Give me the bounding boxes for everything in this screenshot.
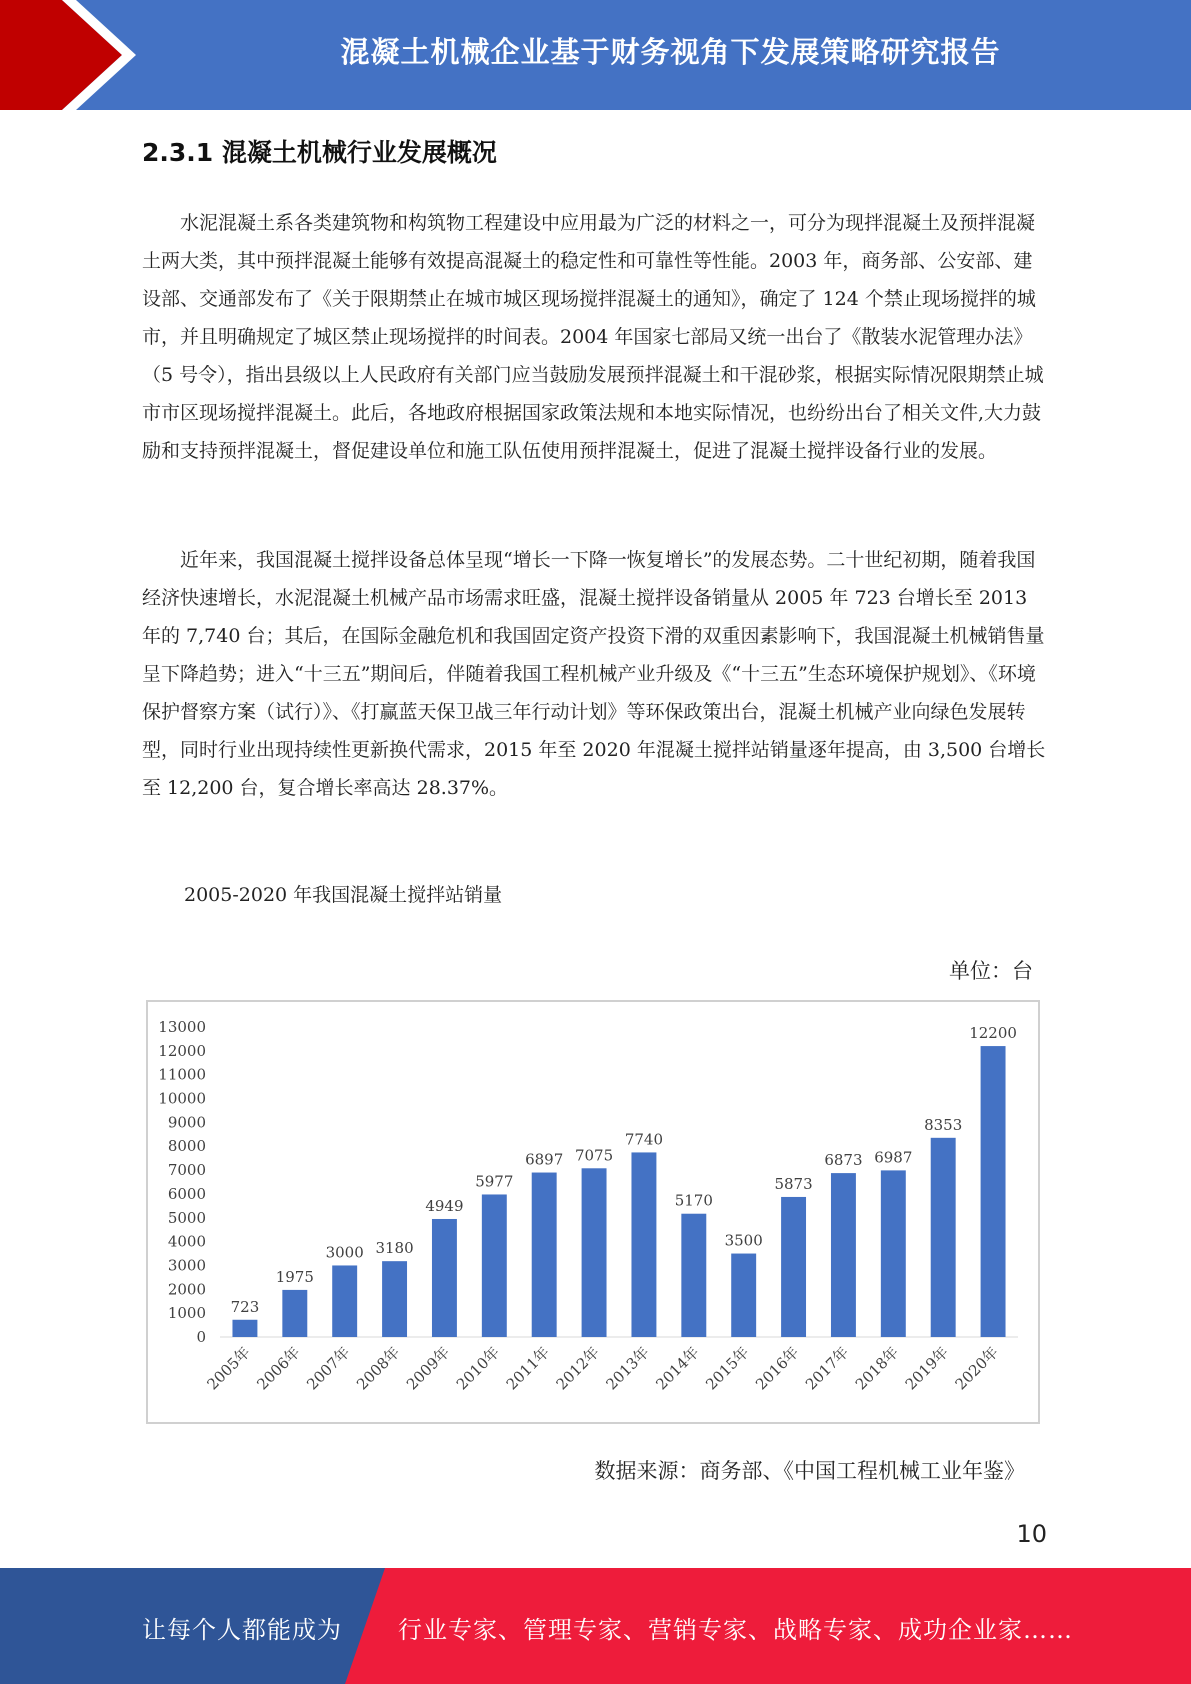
x-tick-label: 2014年 [652, 1343, 703, 1394]
x-tick-label: 2009年 [402, 1343, 454, 1394]
y-tick-label: 5000 [167, 1208, 206, 1227]
bar-data-label: 1975 [275, 1267, 314, 1286]
page-number: 10 [1016, 1520, 1047, 1548]
bar-chart-svg [148, 1002, 1038, 1422]
bar-data-label: 8353 [924, 1115, 963, 1134]
bar [781, 1197, 806, 1337]
bar [232, 1320, 257, 1337]
bar [931, 1138, 956, 1337]
bar [631, 1152, 656, 1337]
footer-slogan-left: 让每个人都能成为 [142, 1616, 342, 1644]
x-tick-label: 2006年 [253, 1343, 304, 1394]
x-tick-label: 2016年 [752, 1343, 803, 1394]
bar-chart [146, 1000, 1040, 1424]
bar-data-label: 3000 [325, 1243, 364, 1262]
bar-data-label: 5170 [674, 1191, 713, 1210]
bar-data-label: 5977 [475, 1172, 514, 1191]
chart-unit-label: 单位：台 [949, 959, 1033, 983]
bar-data-label: 6897 [525, 1150, 564, 1169]
y-tick-label: 10000 [158, 1089, 206, 1108]
footer-slogan-right: 行业专家、管理专家、营销专家、战略专家、成功企业家…… [398, 1616, 1073, 1644]
paragraph-trend: 近年来，我国混凝土搅拌设备总体呈现“增长一下降一恢复增长”的发展态势。二十世纪初期，随着我国经济快速增长，水泥混凝土机械产品市场需求旺盛，混凝土搅拌设备销量从 2005 年 723 台增长至 2013 年的 7,740 台；其后，在国际金融危机和我国固定资产投资下滑的双重因素影响下，我国混凝土机械销售量呈下降趋势；进入“十三五”期间后，伴随着我国工程机械产业升级及《“十三五”生态环境保护规划》、《环境保护督察方案（试行）》、《打赢蓝天保卫战三年行动计划》等环保政策出台，混凝土机械产业向绿色发展转型，同时行业出现持续性更新换代需求，2015 年至 2020 年混凝土搅拌站销量逐年提高，由 3,500 台增长至 12,200 台，复合增长率高达 28.37%。 [142, 549, 1046, 799]
bar-data-label: 7740 [624, 1130, 664, 1149]
x-tick-label: 2015年 [702, 1343, 753, 1394]
section-title: 2.3.1 混凝土机械行业发展概况 [142, 138, 497, 167]
y-tick-label: 3000 [167, 1256, 206, 1275]
page-header [0, 0, 1191, 110]
header-red-arrow-icon [0, 0, 150, 110]
bar-data-label: 6873 [824, 1151, 863, 1170]
bar [332, 1265, 357, 1337]
bar [382, 1261, 407, 1337]
bar-data-label: 12200 [969, 1024, 1017, 1043]
bar [482, 1194, 507, 1337]
y-tick-label: 6000 [167, 1184, 206, 1203]
bar [532, 1173, 557, 1337]
x-tick-label: 2012年 [552, 1343, 603, 1394]
bar-data-label: 723 [230, 1297, 260, 1316]
paragraph-intro: 水泥混凝土系各类建筑物和构筑物工程建设中应用最为广泛的材料之一，可分为现拌混凝土及预拌混凝土两大类，其中预拌混凝土能够有效提高混凝土的稳定性和可靠性等性能。2003 年，商务部、公安部、建设部、交通部发布了《关于限期禁止在城市城区现场搅拌混凝土的通知》，确定了 124 个禁止现场搅拌的城市，并且明确规定了城区禁止现场搅拌的时间表。2004 年国家七部局又统一出台了《散装水泥管理办法》（5 号令），指出县级以上人民政府有关部门应当鼓励发展预拌混凝土和干混砂浆，根据实际情况限期禁止城市市区现场搅拌混凝土。此后，各地政府根据国家政策法规和本地实际情况，也纷纷出台了相关文件,大力鼓励和支持预拌混凝土，督促建设单位和施工队伍使用预拌混凝土，促进了混凝土搅拌设备行业的发展。 [142, 212, 1044, 462]
bar [981, 1046, 1006, 1337]
bar-data-label: 3500 [724, 1231, 763, 1250]
bar-data-label: 6987 [874, 1148, 913, 1167]
y-tick-label: 9000 [167, 1113, 206, 1132]
bar [282, 1290, 307, 1337]
bar-data-label: 4949 [425, 1196, 464, 1215]
bar [731, 1254, 756, 1337]
x-tick-label: 2008年 [353, 1343, 404, 1394]
y-tick-label: 4000 [167, 1232, 206, 1251]
page-footer [0, 1568, 1191, 1684]
y-tick-label: 0 [196, 1328, 206, 1346]
bar-data-label: 5873 [774, 1174, 813, 1193]
chart-caption: 2005-2020 年我国混凝土搅拌站销量 [184, 884, 503, 906]
y-tick-label: 11000 [158, 1065, 206, 1084]
bar [582, 1168, 607, 1337]
bar-data-label: 7075 [574, 1146, 614, 1165]
bar [681, 1214, 706, 1337]
x-tick-label: 2010年 [452, 1343, 504, 1394]
bar-data-label: 3180 [375, 1239, 414, 1258]
bar [881, 1170, 906, 1337]
x-tick-label: 2020年 [951, 1343, 1002, 1394]
x-tick-label: 2005年 [203, 1343, 254, 1394]
y-tick-label: 2000 [167, 1280, 206, 1299]
y-tick-label: 13000 [158, 1018, 206, 1036]
bar [831, 1173, 856, 1337]
y-tick-label: 8000 [167, 1137, 206, 1156]
chart-source: 数据来源：商务部、《中国工程机械工业年鉴》 [594, 1459, 1025, 1483]
y-tick-label: 7000 [167, 1161, 206, 1180]
y-tick-label: 12000 [158, 1041, 206, 1060]
x-tick-label: 2013年 [602, 1343, 653, 1394]
x-tick-label: 2017年 [801, 1343, 853, 1394]
x-tick-label: 2011年 [502, 1343, 554, 1394]
y-tick-label: 1000 [167, 1304, 206, 1323]
bar [432, 1219, 457, 1337]
x-tick-label: 2019年 [901, 1343, 953, 1394]
header-title: 混凝土机械企业基于财务视角下发展策略研究报告 [340, 35, 1001, 69]
x-tick-label: 2018年 [851, 1343, 903, 1394]
x-tick-label: 2007年 [303, 1343, 354, 1394]
